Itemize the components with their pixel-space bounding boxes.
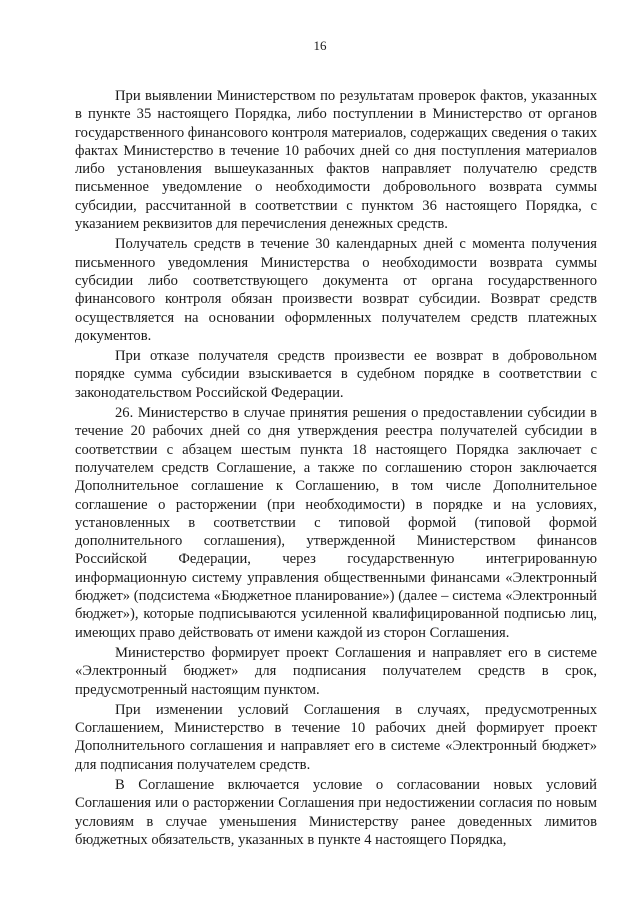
paragraph-item-26: 26. Министерство в случае принятия решения о предоставлении субсидии в течение 20 рабочих дней со дня утверждения реестра получателей субсидии в соответствии с абзацем шестым пункта 18 настоящего Порядка заключает с получателем средств Соглашение, а также по соглашению сторон заключается Дополнительное соглашение к Соглашению, в том числе Дополнительное соглашение о расторжении (при необходимости) в порядке и на условиях, установленных в соответствии с типовой формой (типовой формой дополнительного соглашения), утвержденной Министерством финансов Российской Федерации, через государственную интегрированную информационную систему управления общественными финансами «Электронный бюджет» (подсистема «Бюджетное планирование») (далее – система «Электронный бюджет»), которые подписываются усиленной квалифицированной подписью лиц, имеющих право действовать от имени каждой из сторон Соглашения. <box>75 405 597 641</box>
paragraph-refund-deadline: Получатель средств в течение 30 календарных дней с момента получения письменного уведомления Министерства о необходимости возврата суммы субсидии либо соответствующего документа от органа государственного финансового контроля обязан произвести возврат субсидии. Возврат средств осуществляется на основании оформленных получателем средств платежных документов. <box>75 236 597 344</box>
page-number: 16 <box>313 38 327 53</box>
paragraph-new-conditions: В Соглашение включается условие о согласовании новых условий Соглашения или о расторжении Соглашения при недостижении согласия по новым условиям в случае уменьшения Министерству ранее доведенных лимитов бюджетных обязательств, указанных в пункте 4 настоящего Порядка, <box>75 776 597 848</box>
paragraph-refund-notice: При выявлении Министерством по результатам проверок фактов, указанных в пункте 35 настоящего Порядка, либо поступлении в Министерство от органов государственного финансового контроля материалов, содержащих сведения о таких фактах Министерство в течение 10 рабочих дней со дня поступления материалов либо установления вышеуказанных фактов направляет получателю средств письменное уведомление о необходимости добровольного возврата суммы субсидии, рассчитанной в соответствии с пунктом 36 настоящего Порядка, с указанием реквизитов для перечисления денежных средств. <box>75 88 597 233</box>
paragraph-amendment: При изменении условий Соглашения в случаях, предусмотренных Соглашением, Министерство в течение 10 рабочих дней формирует проект Дополнительного соглашения и направляет его в системе «Электронный бюджет» для подписания получателем средств. <box>75 701 597 773</box>
paragraph-court-recovery: При отказе получателя средств произвести ее возврат в добровольном порядке сумма субсидии взыскивается в судебном порядке в соответствии с законодательством Российской Федерации. <box>75 348 597 401</box>
document-body <box>75 87 597 851</box>
paragraph-draft-agreement: Министерство формирует проект Соглашения и направляет его в системе «Электронный бюджет» для подписания получателем средств в срок, предусмотренный настоящим пунктом. <box>75 644 597 698</box>
